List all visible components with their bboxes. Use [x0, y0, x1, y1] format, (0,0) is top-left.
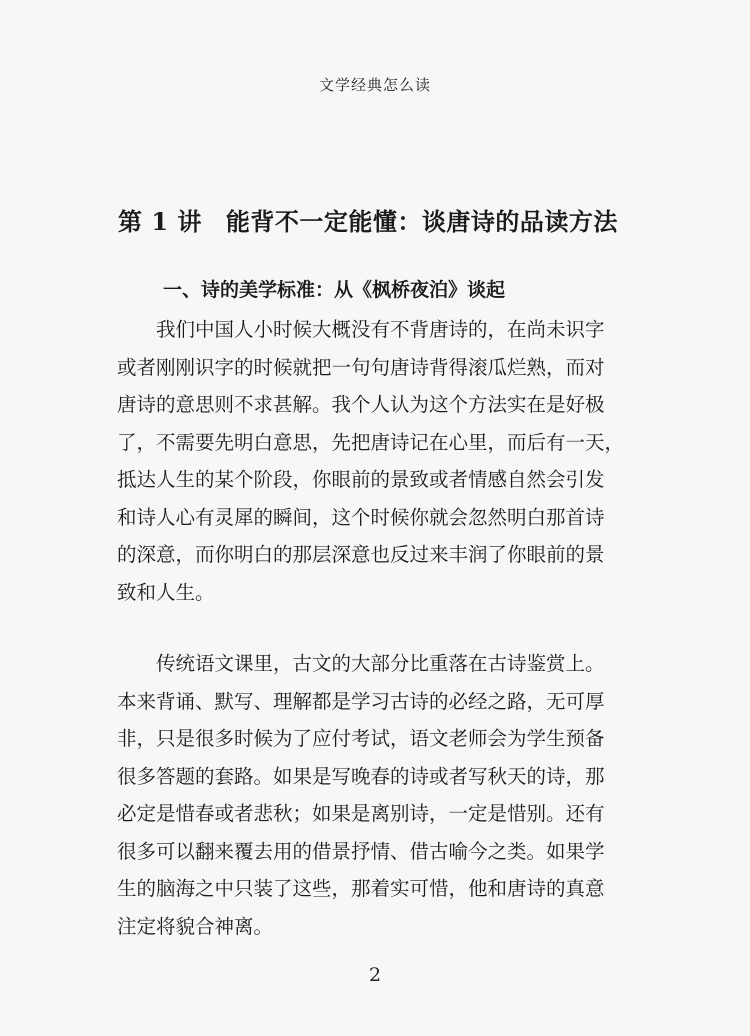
page-number: 2	[368, 964, 382, 986]
paragraph-line: 和诗人心有灵犀的瞬间，这个时候你就会忽然明白那首诗	[117, 505, 605, 529]
paragraph-2	[117, 645, 657, 945]
paragraph-line: 唐诗的意思则不求甚解。我个人认为这个方法实在是好极	[117, 393, 605, 416]
paragraph-line: 很多可以翻来覆去用的借景抒情、借古喻今之类。如果学	[117, 839, 605, 863]
paragraph-line: 非，只是很多时候为了应付考试，语文老师会为学生预备	[117, 727, 605, 750]
chapter-number: 第 1 讲	[118, 207, 202, 236]
section-title: 一、诗的美学标准：从《枫桥夜泊》谈起	[163, 279, 506, 301]
paragraph-line: 注定将貌合神离。	[117, 914, 274, 938]
paragraph-line: 致和人生。	[117, 580, 215, 604]
paragraph-line: 生的脑海之中只装了这些，那着实可惜，他和唐诗的真意	[117, 877, 605, 900]
paragraph-line: 本来背诵、默写、理解都是学习古诗的必经之路，无可厚	[117, 689, 605, 713]
paragraph-1	[117, 311, 657, 611]
paragraph-line: 抵达人生的某个阶段，你眼前的景致或者情感自然会引发	[117, 468, 605, 491]
paragraph-line: 很多答题的套路。如果是写晚春的诗或者写秋天的诗，那	[117, 764, 605, 788]
paragraph-line: 我们中国人小时候大概没有不背唐诗的，在尚未识字	[156, 318, 605, 341]
paragraph-line: 或者刚刚识字的时候就把一句句唐诗背得滚瓜烂熟，而对	[117, 355, 605, 379]
chapter-title-text: 能背不一定能懂：谈唐诗的品读方法	[225, 207, 618, 236]
paragraph-line: 传统语文课里，古文的大部分比重落在古诗鉴赏上。	[156, 652, 605, 675]
paragraph-line: 了，不需要先明白意思，先把唐诗记在心里，而后有一天，	[117, 430, 625, 454]
paragraph-line: 的深意，而你明白的那层深意也反过来丰润了你眼前的景	[117, 543, 605, 566]
paragraph-line: 必定是惜春或者悲秋；如果是离别诗，一定是惜别。还有	[117, 802, 605, 825]
running-header: 文学经典怎么读	[318, 76, 431, 94]
chapter-title	[118, 202, 678, 237]
